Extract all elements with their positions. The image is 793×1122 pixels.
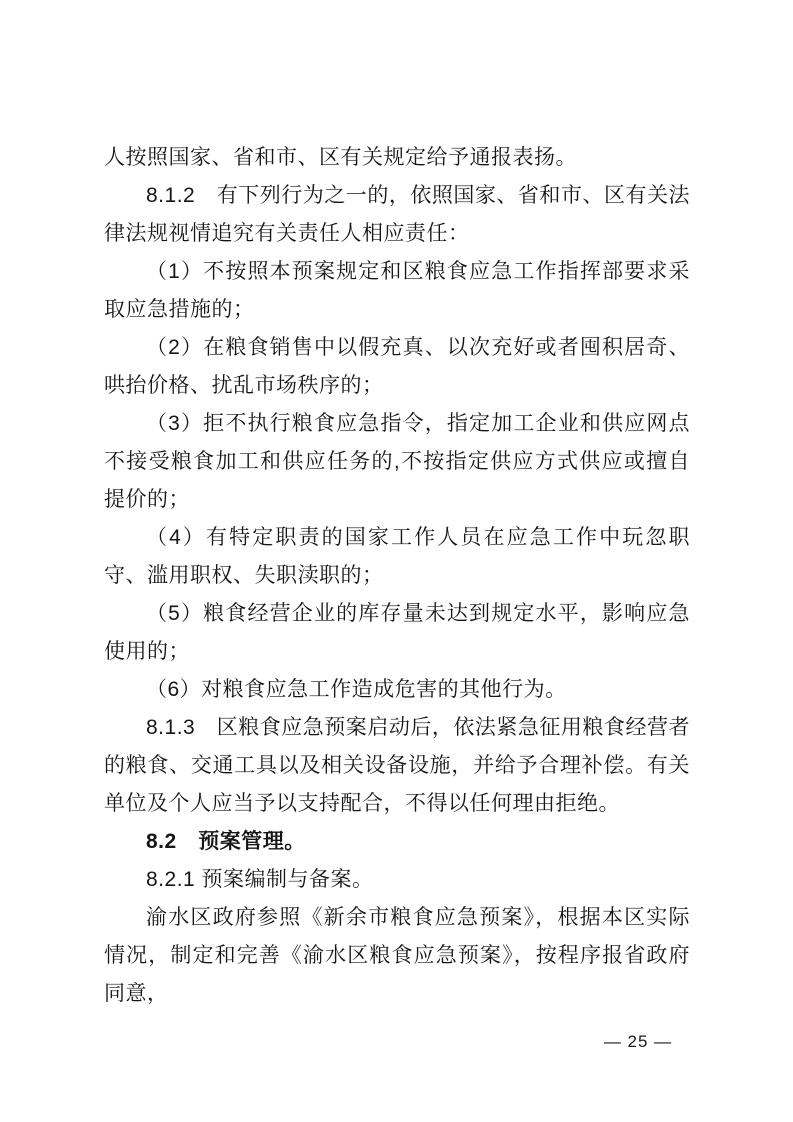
- list-item-2: （2）在粮食销售中以假充真、以次充好或者囤积居奇、哄抬价格、扰乱市场秩序的；: [104, 336, 690, 397]
- paragraph-continuation: 人按照国家、省和市、区有关规定给予通报表扬。: [104, 146, 577, 169]
- paragraph-body: 渝水区政府参照《新余市粮食应急预案》，根据本区实际情况，制定和完善《渝水区粮食应急预案》，按程序报省政府同意，: [104, 906, 690, 1005]
- clause-8-1-3: 8.1.3 区粮食应急预案启动后，依法紧急征用粮食经营者的粮食、交通工具以及相关设备设施，并给予合理补偿。有关单位及个人应当予以支持配合，不得以任何理由拒绝。: [104, 716, 690, 815]
- list-item-4: （4）有特定职责的国家工作人员在应急工作中玩忽职守、滥用职权、失职渎职的；: [104, 526, 690, 587]
- list-item-3: （3）拒不执行粮食应急指令，指定加工企业和供应网点不接受粮食加工和供应任务的,不按指定供应方式供应或擅自提价的；: [104, 412, 690, 511]
- section-heading-8-2: 8.2 预案管理。: [146, 830, 306, 853]
- clause-8-1-2: 8.1.2 有下列行为之一的，依照国家、省和市、区有关法律法规视情追究有关责任人相应责任：: [104, 184, 690, 245]
- page-number: — 25 —: [603, 1032, 673, 1051]
- list-item-5: （5）粮食经营企业的库存量未达到规定水平，影响应急使用的；: [104, 602, 690, 663]
- list-item-1: （1）不按照本预案规定和区粮食应急工作指挥部要求采取应急措施的；: [104, 260, 690, 321]
- document-body: [104, 139, 690, 1013]
- list-item-6: （6）对粮食应急工作造成危害的其他行为。: [146, 678, 567, 701]
- clause-8-2-1: 8.2.1 预案编制与备案。: [146, 868, 374, 891]
